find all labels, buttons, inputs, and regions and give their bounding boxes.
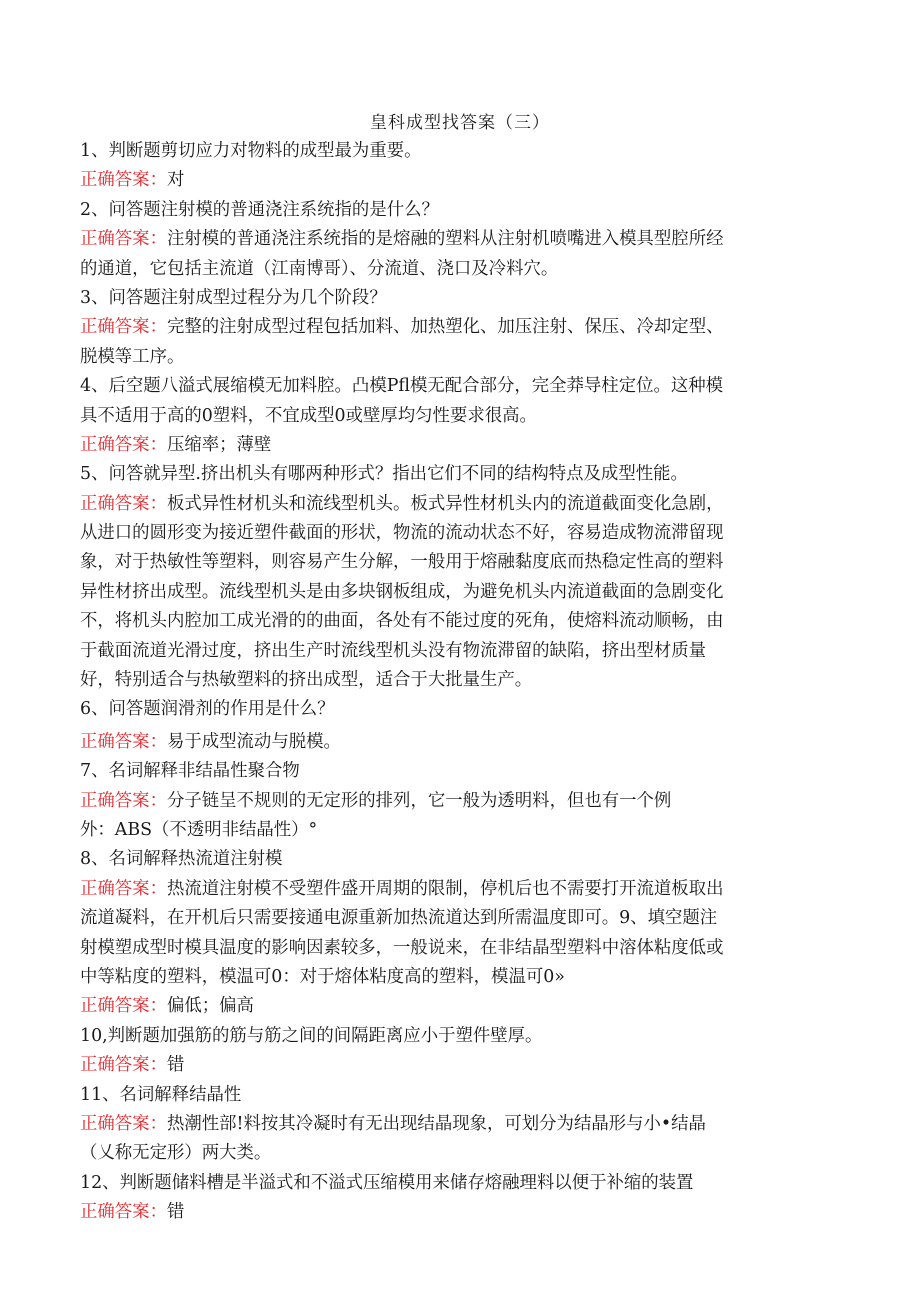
- continuation-line: [80, 934, 830, 963]
- question-text: 2、问答题注射模的普通浇注系统指的是什么？: [80, 199, 439, 220]
- continuation-line: [80, 519, 830, 548]
- continuation-line: [80, 963, 830, 992]
- answer-label: 正确答案：: [80, 1202, 167, 1223]
- answer-label: 正确答案：: [80, 1055, 167, 1076]
- question-line: [80, 460, 830, 489]
- answer-line: [80, 431, 830, 460]
- continuation-line: [80, 607, 830, 636]
- continuation-line: [80, 343, 830, 372]
- question-text: 7、名词解释非结晶性聚合物: [80, 761, 300, 782]
- continuation-line: [80, 637, 830, 666]
- answer-line: [80, 1051, 830, 1080]
- document-title: 皇科成型找答案（三）: [370, 113, 550, 133]
- continuation-text: 从进口的圆形变为接近塑件截面的形状，物流的流动状态不好，容易造成物流滞留现: [80, 523, 724, 544]
- question-text: 5、问答就异型.挤出机头有哪两种形式？指出它们不同的结构特点及成型性能。: [80, 464, 688, 485]
- answer-text: 偏低；偏高: [166, 996, 254, 1017]
- answer-line: [80, 225, 830, 254]
- question-line: [80, 196, 830, 225]
- question-text: 10,判断题加强筋的筋与筋之间的间隔距离应小于塑件壁厚。: [80, 1025, 543, 1046]
- continuation-text: 具不适用于高的0塑料，不宜成型0或壁厚均匀性要求很高。: [80, 405, 537, 426]
- question-line: [80, 372, 830, 401]
- answer-text: 热潮性部!料按其冷凝时有无出现结晶现象，可划分为结晶形与小•结晶: [166, 1113, 706, 1134]
- continuation-text: 异性材挤出成型。流线型机头是由多块钢板组成，为避免机头内流道截面的急剧变化: [80, 581, 724, 602]
- continuation-line: [80, 1139, 830, 1168]
- continuation-line: [80, 548, 830, 577]
- continuation-text: 外：ABS（不透明非结晶性）°: [80, 819, 318, 840]
- continuation-text: 中等粘度的塑料，模温可0：对于熔体粘度高的塑料，模温可0»: [80, 966, 565, 987]
- answer-line: [80, 992, 830, 1021]
- answer-label: 正确答案：: [80, 996, 167, 1017]
- answer-line: [80, 490, 830, 519]
- answer-text: 注射模的普通浇注系统指的是熔融的塑料从注射机喷嘴进入模具型腔所经: [166, 229, 724, 250]
- answer-label: 正确答案：: [80, 317, 167, 338]
- continuation-line: [80, 904, 830, 933]
- answer-line: [80, 787, 830, 816]
- question-line: [80, 845, 830, 874]
- continuation-line: [80, 255, 830, 284]
- continuation-line: [80, 816, 830, 845]
- continuation-text: （乂称无定形）两大类。: [80, 1143, 272, 1164]
- answer-line: [80, 313, 830, 342]
- question-line: [80, 1169, 830, 1198]
- question-text: 8、名词解释热流道注射模: [80, 849, 283, 870]
- continuation-text: 好，特别适合与热敏塑料的挤出成型，适合于大批量生产。: [80, 670, 533, 691]
- question-text: 4、后空题八溢式展缩模无加料腔。凸模Pfl模无配合部分，完全莽导柱定位。这种模: [80, 376, 724, 397]
- answer-label: 正确答案：: [80, 731, 167, 752]
- question-text: 3、问答题注射成型过程分为几个阶段？: [80, 287, 387, 308]
- answer-text: 热流道注射模不受塑件盛开周期的限制，停机后也不需要打开流道板取出: [166, 878, 724, 899]
- continuation-text: 象，对于热敏性等塑料，则容易产生分解，一般用于熔融黏度底而热稳定性高的塑料: [80, 552, 724, 573]
- continuation-line: [80, 578, 830, 607]
- question-text: 11、名词解释结晶性: [80, 1084, 242, 1105]
- answer-line: [80, 1198, 830, 1227]
- question-line: [80, 757, 830, 786]
- answer-label: 正确答案：: [80, 434, 167, 455]
- answer-label: 正确答案：: [80, 229, 167, 250]
- continuation-text: 于截面流道光滑过度，挤出生产时流线型机头没有物流滞留的缺陷，挤出型材质量: [80, 640, 707, 661]
- question-line: [80, 695, 830, 724]
- answer-text: 易于成型流动与脱模。: [166, 731, 341, 752]
- answer-text: 错: [166, 1202, 185, 1223]
- continuation-line: [80, 402, 830, 431]
- answer-label: 正确答案：: [80, 878, 167, 899]
- document-body: [80, 137, 830, 1227]
- answer-label: 正确答案：: [80, 493, 167, 514]
- question-text: 12、判断题储料槽是半溢式和不溢式压缩模用来储存熔融理料以便于补缩的装置: [80, 1172, 694, 1193]
- answer-line: [80, 166, 830, 195]
- continuation-text: 不，将机头内腔加工成光滑的的曲面，各处有不能过度的死角，使熔料流动顺畅，由: [80, 611, 724, 632]
- answer-text: 板式异性材机头和流线型机头。板式异性材机头内的流道截面变化急剧，: [166, 493, 724, 514]
- answer-text: 压缩率；薄壁: [166, 434, 272, 455]
- answer-label: 正确答案：: [80, 790, 167, 811]
- question-line: [80, 1022, 830, 1051]
- question-text: 6、问答题润滑剂的作用是什么？: [80, 699, 335, 720]
- question-line: [80, 1081, 830, 1110]
- continuation-text: 脱模等工序。: [80, 346, 185, 367]
- continuation-line: [80, 666, 830, 695]
- question-line: [80, 137, 830, 166]
- continuation-text: 的通道，它包括主流道（江南博哥）、分流道、浇口及冷料穴。: [80, 258, 559, 279]
- answer-label: 正确答案：: [80, 1113, 167, 1134]
- answer-label: 正确答案：: [80, 170, 167, 191]
- answer-text: 完整的注射成型过程包括加料、加热塑化、加压注射、保压、冷却定型、: [166, 317, 724, 338]
- answer-line: [80, 728, 830, 757]
- answer-text: 对: [166, 170, 185, 191]
- answer-line: [80, 1110, 830, 1139]
- answer-text: 分子链呈不规则的无定形的排列，它一般为透明料，但也有一个例: [166, 790, 672, 811]
- answer-text: 错: [166, 1055, 185, 1076]
- answer-line: [80, 875, 830, 904]
- question-line: [80, 284, 830, 313]
- continuation-text: 射模塑成型时模具温度的影响因素较多，一般说来，在非结晶型塑料中溶体粘度低或: [80, 937, 724, 958]
- question-text: 1、判断题剪切应力对物料的成型最为重要。: [80, 141, 422, 161]
- continuation-text: 流道凝料，在开机后只需要接通电源重新加热流道达到所需温度即可。9、填空题注: [80, 908, 718, 929]
